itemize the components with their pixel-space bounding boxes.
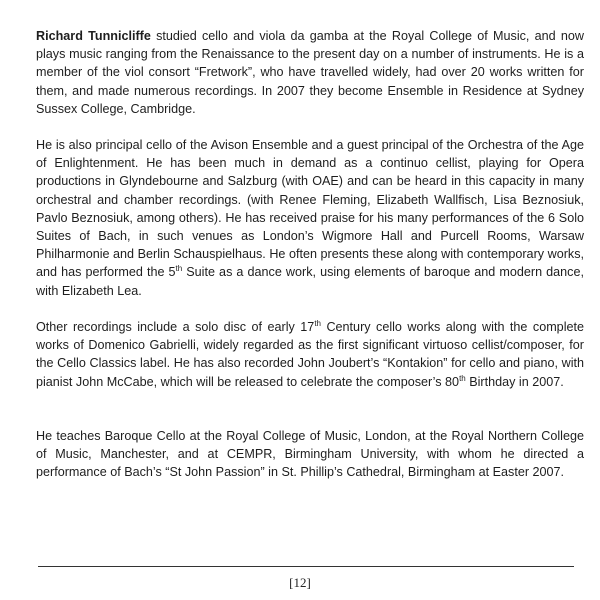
ordinal-suffix: th	[175, 264, 183, 274]
paragraph-3-text-a: Other recordings include a solo disc of early 17	[36, 320, 315, 334]
paragraph-2-text-b: Suite as a dance work, using elements of baroque and modern dance, with Elizabeth Lea.	[36, 265, 584, 298]
paragraph-1-text: studied cello and viola da gamba at the Royal College of Music, and now plays music ranging from the Renaissance to the present day on a number of instruments. He is a member of the viol consort “Fretwork”, who have travelled widely, had over 20 works written for them, and made numerous recordings. In 2007 they become Ensemble in Residence at Sydney Sussex College, Cambridge.	[36, 29, 584, 116]
artist-name: Richard Tunnicliffe	[36, 29, 151, 43]
paragraph-3-text-b: Century cello works along with the complete works of Domenico Gabrielli, widely regarded as the first significant virtuoso cellist/composer, for the Cello Classics label. He has also recorded John Joubert’s “Kontakion” for cello and piano, with pianist John McCabe, which will be released to celebrate the composer’s 80	[36, 320, 584, 389]
ordinal-suffix: th	[459, 373, 466, 383]
footer-divider	[38, 566, 574, 567]
biography-paragraph-3	[36, 318, 584, 391]
biography-paragraph-4	[36, 427, 584, 482]
paragraph-3-text-c: Birthday in 2007.	[465, 374, 564, 389]
paragraph-4-text: He teaches Baroque Cello at the Royal College of Music, London, at the Royal Northern College of Music, Manchester, and at CEMPR, Birmingham University, with whom he directed a performance of Bach’s “St John Passion” in St. Phillip’s Cathedral, Birmingham at Easter 2007.	[36, 429, 584, 480]
page-number: [12]	[289, 575, 311, 590]
paragraph-2-text-a: He is also principal cello of the Avison Ensemble and a guest principal of the Orchestra of the Age of Enlightenment. He has been much in demand as a continuo cellist, playing for Opera productions in Glyndebourne and Salzburg (with OAE) and can be heard in this capacity in many orchestral and chamber recordings. (with Renee Fleming, Elizabeth Wallfisch, Lisa Beznosiuk, Pavlo Beznosiuk, among others). He has received praise for his many performances of the 6 Solo Suites of Bach, in such venues as London’s Wigmore Hall and Purcell Rooms, Warsaw Philharmonie and Berlin Schauspielhaus. He often presents these along with contemporary works, and has performed the 5	[36, 138, 584, 280]
biography-paragraph-2	[36, 136, 584, 300]
biography-paragraph-1	[36, 27, 584, 118]
ordinal-suffix: th	[314, 318, 321, 328]
